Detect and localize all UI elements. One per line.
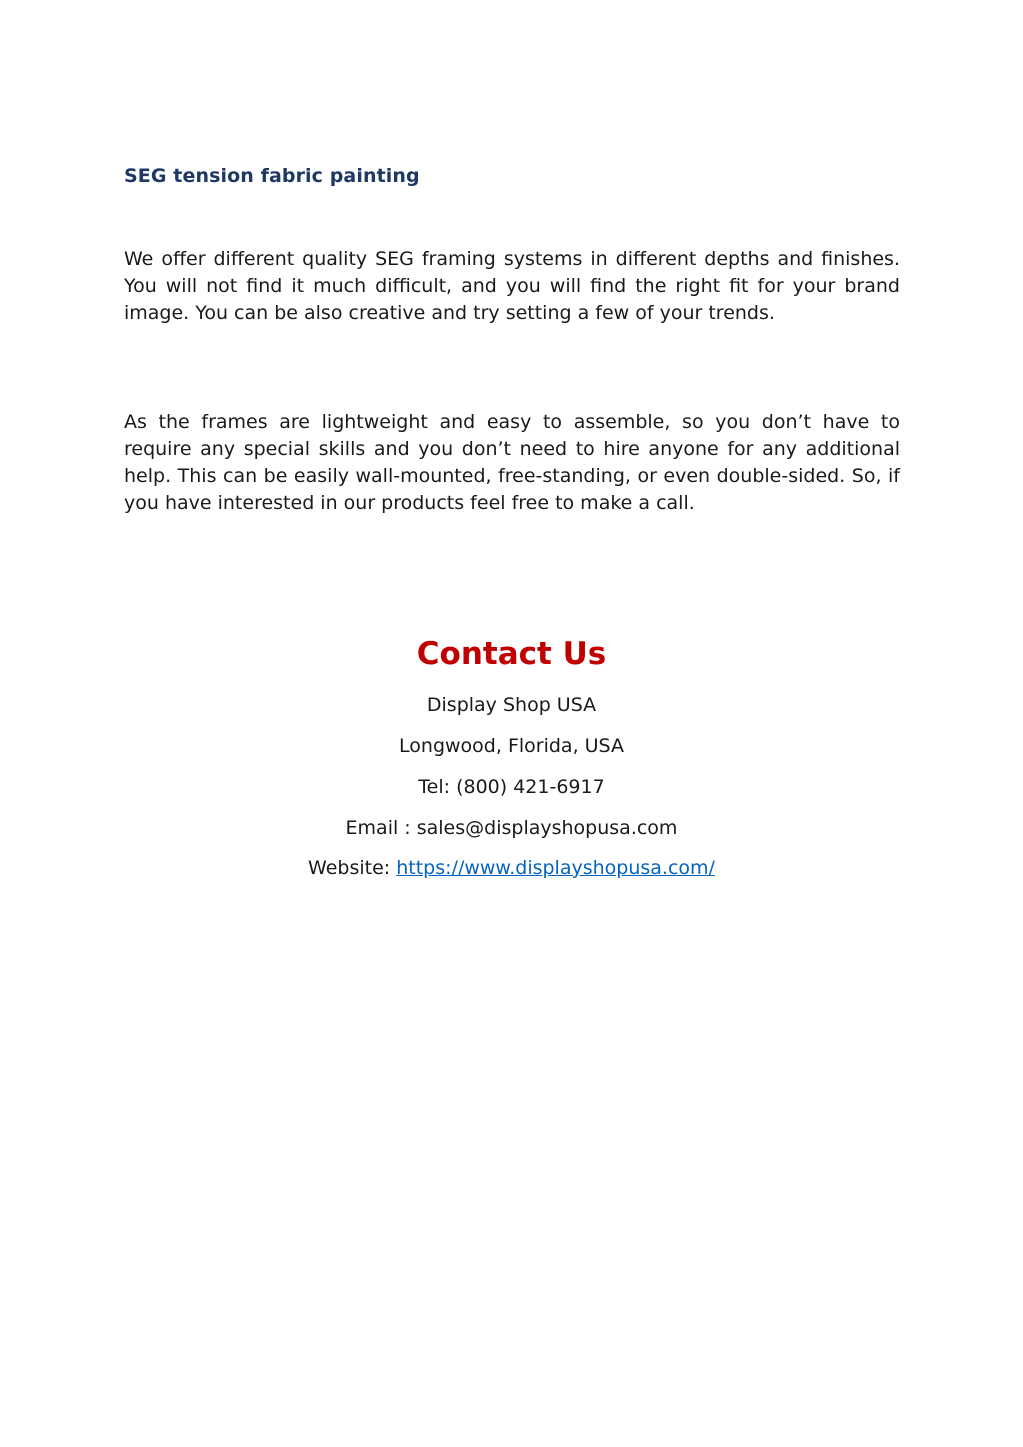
contact-company: Display Shop USA (426, 694, 597, 716)
contact-email: Email : sales@displayshopusa.com (345, 817, 678, 839)
website-label: Website: (308, 857, 397, 879)
contact-title: Contact Us (416, 636, 607, 672)
website-link[interactable]: https://www.displayshopusa.com/ (396, 857, 715, 879)
section-heading: SEG tension fabric painting (124, 165, 420, 187)
contact-website (0, 857, 1023, 879)
contact-location: Longwood, Florida, USA (399, 735, 624, 757)
body-paragraph-2: As the frames are lightweight and easy to assemble, so you don’t have to require any special skills and you don’t need to hire anyone for any additional help. This can be easily wall-mounted, free-standing, or even double-sided. So, if you have interested in our products feel free to make a call. (124, 411, 900, 514)
contact-phone: Tel: (800) 421-6917 (418, 776, 605, 798)
body-paragraph-1: We offer different quality SEG framing systems in different depths and finishes. You will not find it much difficult, and you will find the right fit for your brand image. You can be also creative and try setting a few of your trends. (124, 248, 900, 324)
